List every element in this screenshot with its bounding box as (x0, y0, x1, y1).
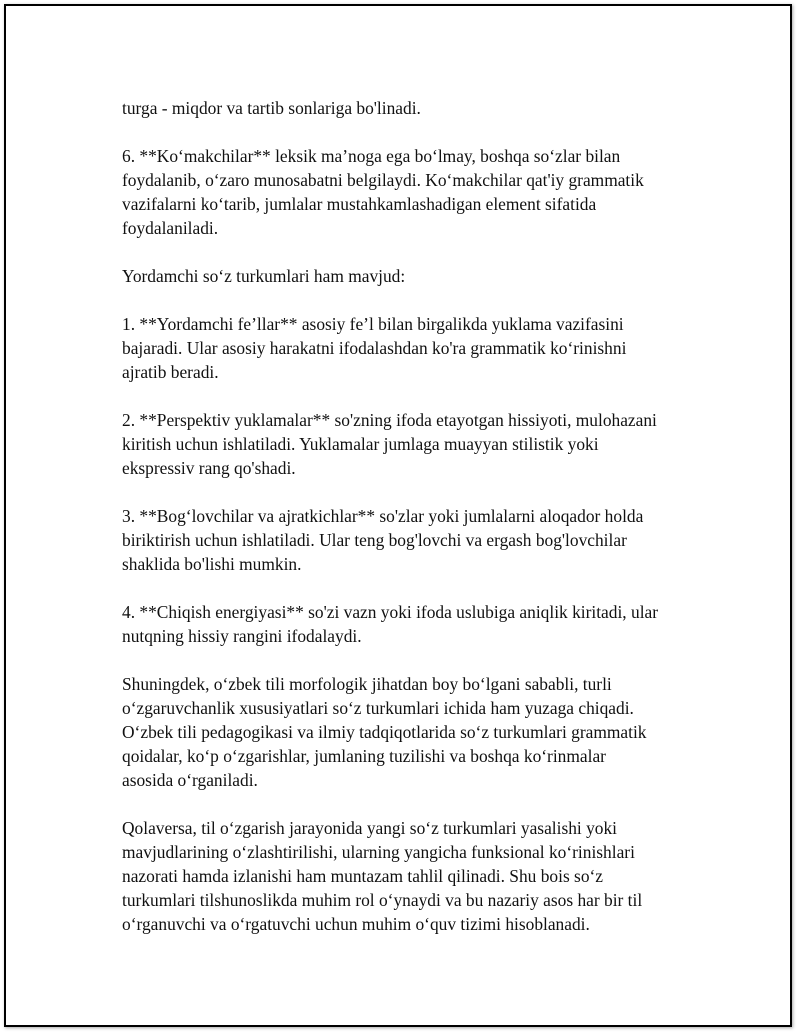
text-line: vazifalarni ko‘tarib, jumlalar mustahkamlashadigan element sifatida (122, 194, 597, 214)
paragraph (122, 144, 702, 240)
text-line: foydalaniladi. (122, 218, 219, 238)
text-line: kiritish uchun ishlatiladi. Yuklamalar jumlaga muayyan stilistik yoki (122, 434, 599, 454)
document-body (122, 96, 702, 960)
text-line: Qolaversa, til o‘zgarish jarayonida yangi so‘z turkumlari yasalishi yoki (122, 818, 618, 838)
paragraph (122, 600, 702, 648)
text-line: ekspressiv rang qo'shadi. (122, 458, 296, 478)
text-line: 4. **Chiqish energiyasi** so'zi vazn yoki ifoda uslubiga aniqlik kiritadi, ular (122, 602, 659, 622)
text-line: asosida o‘rganiladi. (122, 770, 258, 790)
text-line: Shuningdek, o‘zbek tili morfologik jihatdan boy bo‘lgani sababli, turli (122, 674, 612, 694)
text-line: nazorati hamda izlanishi ham muntazam tahlil qilinadi. Shu bois so‘z (122, 866, 604, 886)
paragraph (122, 816, 702, 936)
text-line: turga - miqdor va tartib sonlariga bo'linadi. (122, 98, 421, 118)
text-line: 6. **Ko‘makchilar** leksik ma’noga ega bo‘lmay, boshqa so‘zlar bilan (122, 146, 621, 166)
text-line: 1. **Yordamchi fe’llar** asosiy fe’l bilan birgalikda yuklama vazifasini (122, 314, 624, 334)
text-line: 2. **Perspektiv yuklamalar** so'zning ifoda etayotgan hissiyoti, mulohazani (122, 410, 657, 430)
document-page (4, 4, 792, 1027)
paragraph (122, 672, 702, 792)
text-line: qoidalar, ko‘p o‘zgarishlar, jumlaning tuzilishi va boshqa ko‘rinmalar (122, 746, 606, 766)
text-line: shaklida bo'lishi mumkin. (122, 554, 302, 574)
paragraph (122, 264, 702, 288)
text-line: foydalanib, o‘zaro munosabatni belgilaydi. Ko‘makchilar qat'iy grammatik (122, 170, 644, 190)
text-line: O‘zbek tili pedagogikasi va ilmiy tadqiqotlarida so‘z turkumlari grammatik (122, 722, 647, 742)
text-line: Yordamchi so‘z turkumlari ham mavjud: (122, 266, 406, 286)
paragraph (122, 96, 702, 120)
text-line: mavjudlarining o‘zlashtirilishi, ularning yangicha funksional ko‘rinishlari (122, 842, 635, 862)
text-line: nutqning hissiy rangini ifodalaydi. (122, 626, 362, 646)
text-line: o‘rganuvchi va o‘rgatuvchi uchun muhim o‘quv tizimi hisoblanadi. (122, 914, 590, 934)
text-line: turkumlari tilshunoslikda muhim rol o‘ynaydi va bu nazariy asos har bir til (122, 890, 643, 910)
text-line: o‘zgaruvchanlik xususiyatlari so‘z turkumlari ichida ham yuzaga chiqadi. (122, 698, 634, 718)
paragraph (122, 504, 702, 576)
paragraph (122, 312, 702, 384)
text-line: biriktirish uchun ishlatiladi. Ular teng bog'lovchi va ergash bog'lovchilar (122, 530, 627, 550)
text-line: 3. **Bog‘lovchilar va ajratkichlar** so'zlar yoki jumlalarni aloqador holda (122, 506, 644, 526)
text-line: bajaradi. Ular asosiy harakatni ifodalashdan ko'ra grammatik ko‘rinishni (122, 338, 627, 358)
text-line: ajratib beradi. (122, 362, 219, 382)
paragraph (122, 408, 702, 480)
